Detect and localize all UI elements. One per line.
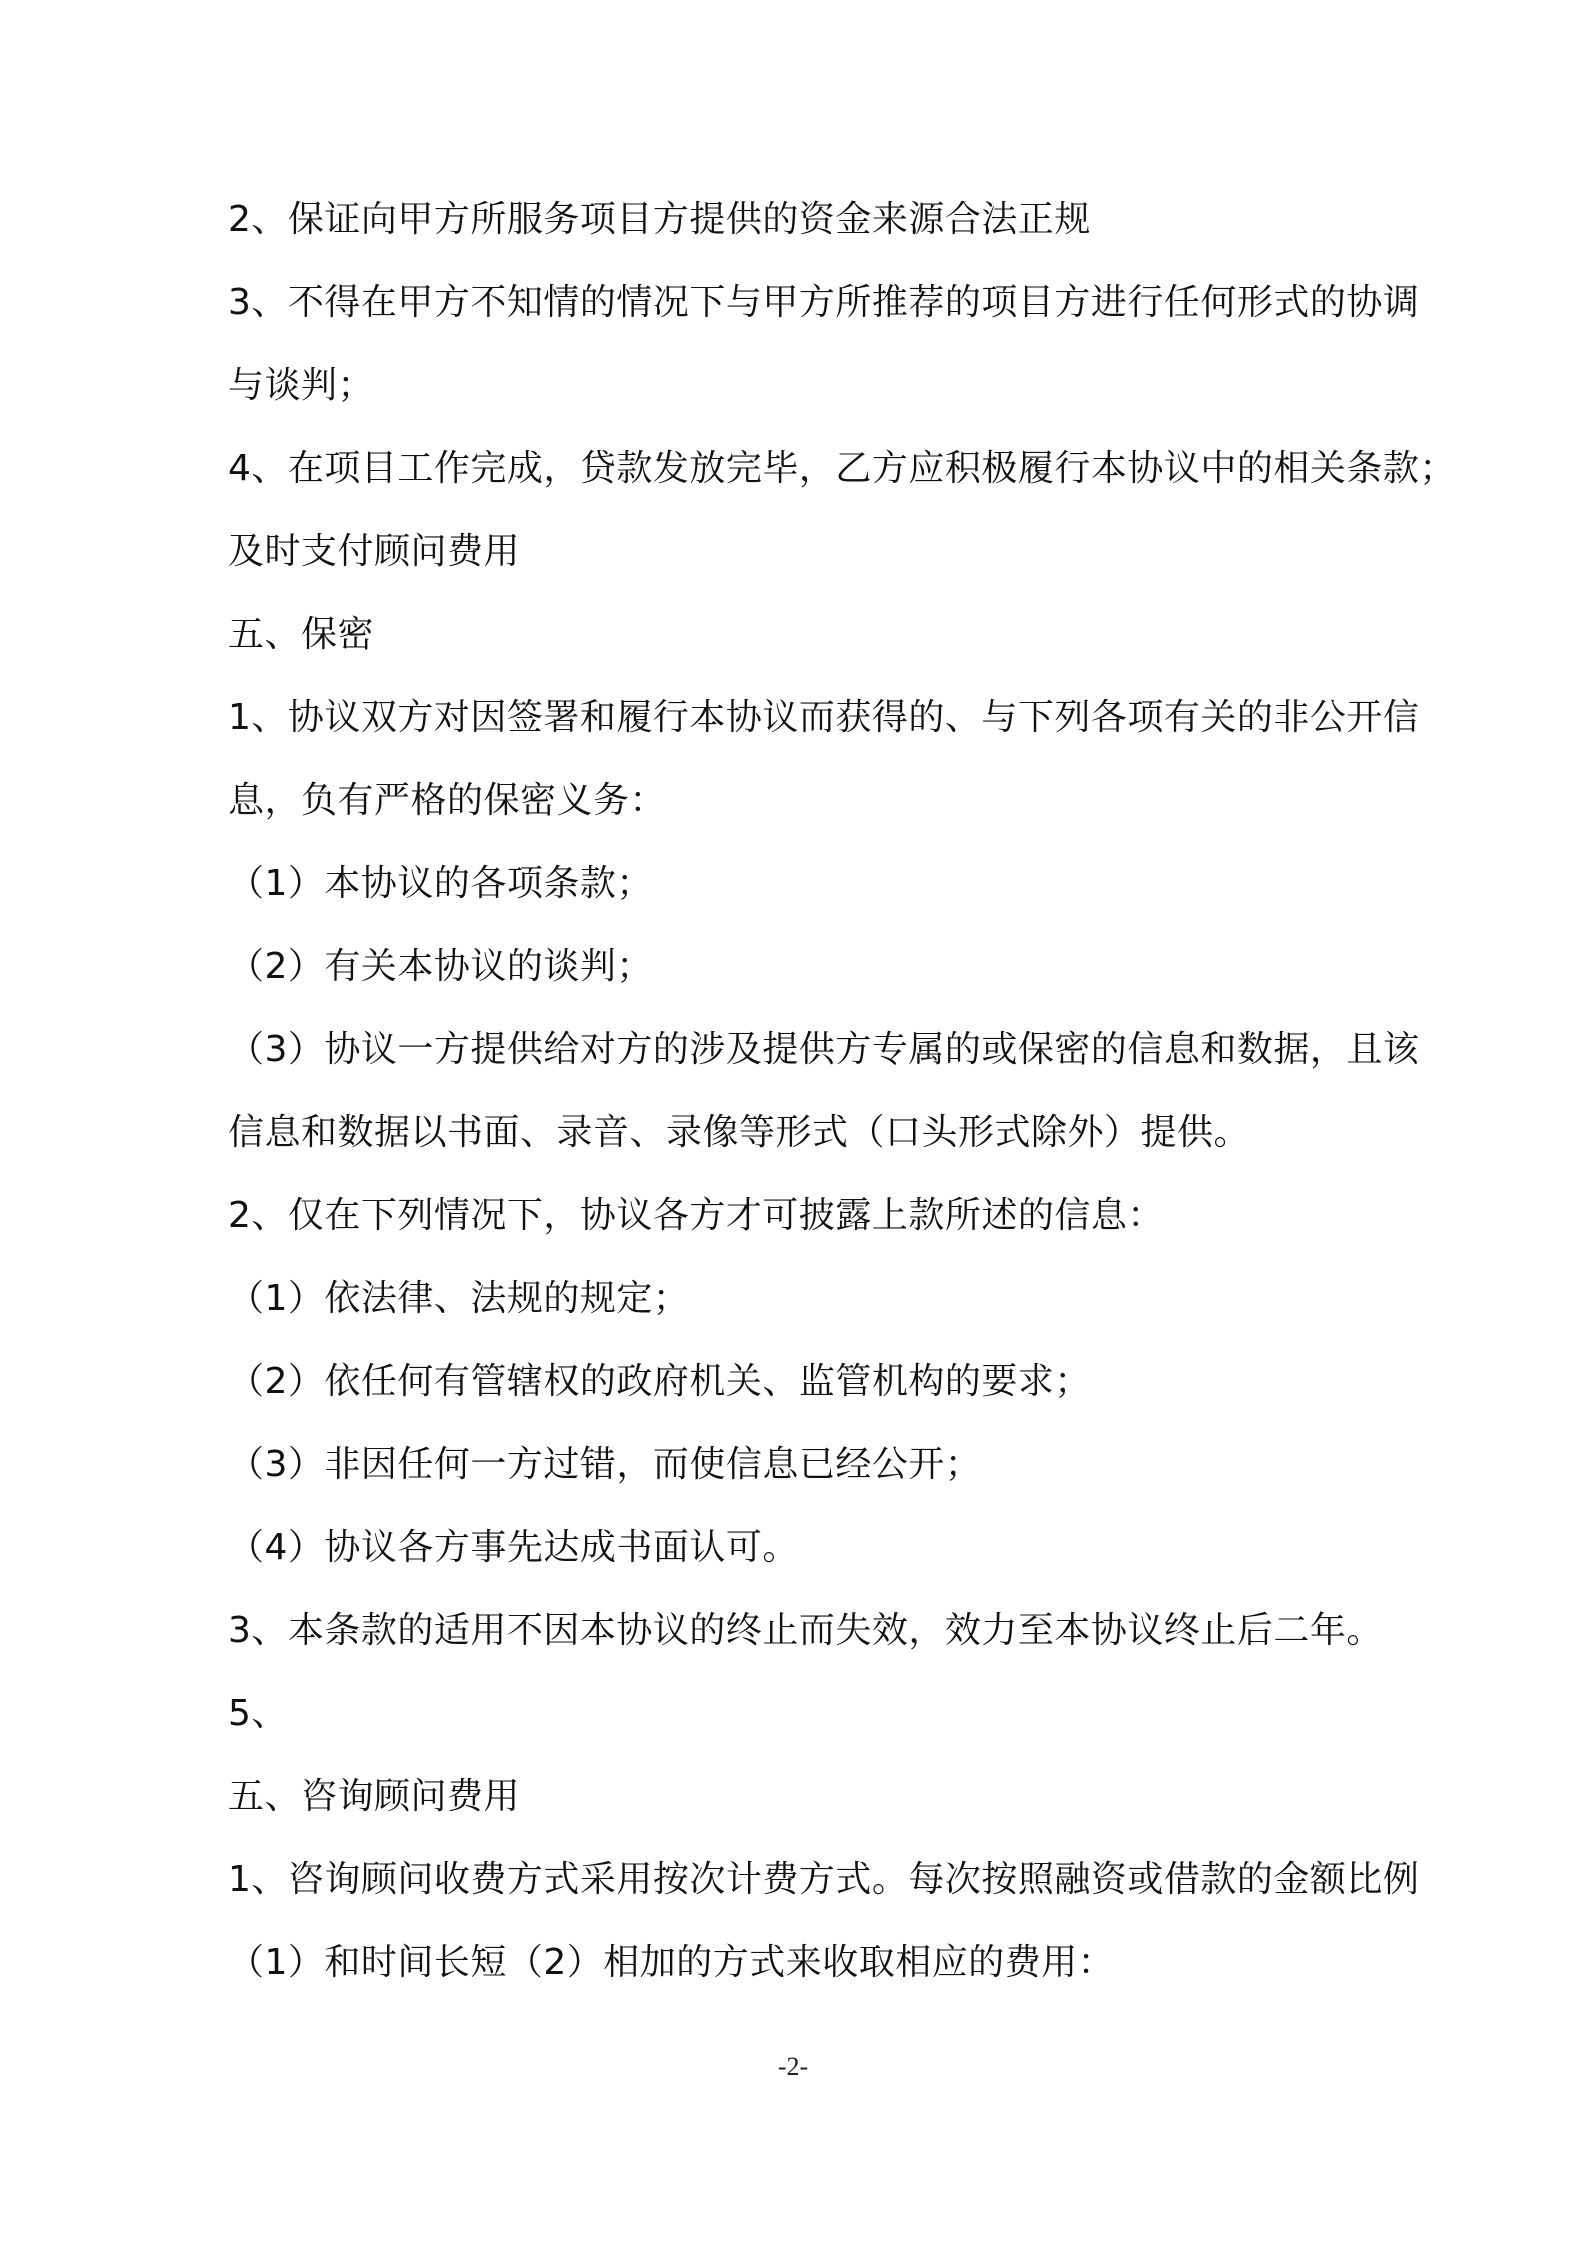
text-line: 3、不得在甲方不知情的情况下与甲方所推荐的项目方进行任何形式的协调 <box>228 282 1420 323</box>
text-line: 5、 <box>228 1693 288 1734</box>
text-line: 1、协议双方对因签署和履行本协议而获得的、与下列各项有关的非公开信 <box>228 697 1420 738</box>
text-line: 1、咨询顾问收费方式采用按次计费方式。每次按照融资或借款的金额比例 <box>228 1859 1420 1900</box>
text-line: 3、本条款的适用不因本协议的终止而失效，效力至本协议终止后二年。 <box>228 1610 1383 1651</box>
text-line: 4、在项目工作完成，贷款发放完毕，乙方应积极履行本协议中的相关条款； <box>228 448 1456 489</box>
text-line: 及时支付顾问费用 <box>228 531 521 572</box>
text-line: （1）依法律、法规的规定； <box>228 1278 690 1319</box>
text-line: （4）协议各方事先达成书面认可。 <box>228 1527 799 1568</box>
page-number: -2- <box>777 2052 809 2081</box>
text-line: 与谈判； <box>228 365 375 406</box>
section-heading: 五、保密 <box>228 614 375 655</box>
text-line: （2）依任何有管辖权的政府机关、监管机构的要求； <box>228 1361 1091 1402</box>
text-line: （3）协议一方提供给对方的涉及提供方专属的或保密的信息和数据，且该 <box>228 1029 1420 1070</box>
text-line: （3）非因任何一方过错，而使信息已经公开； <box>228 1444 982 1485</box>
text-line: 信息和数据以书面、录音、录像等形式（口头形式除外）提供。 <box>228 1112 1251 1153</box>
text-line: （2）有关本协议的谈判； <box>228 946 653 987</box>
text-line: 2、仅在下列情况下，协议各方才可披露上款所述的信息： <box>228 1195 1164 1236</box>
text-line: （1）和时间长短（2）相加的方式来收取相应的费用： <box>228 1942 1115 1983</box>
text-line: 息，负有严格的保密义务： <box>228 780 667 821</box>
text-line: （1）本协议的各项条款； <box>228 863 653 904</box>
text-line: 2、保证向甲方所服务项目方提供的资金来源合法正规 <box>228 199 1091 240</box>
section-heading: 五、咨询顾问费用 <box>228 1776 521 1817</box>
